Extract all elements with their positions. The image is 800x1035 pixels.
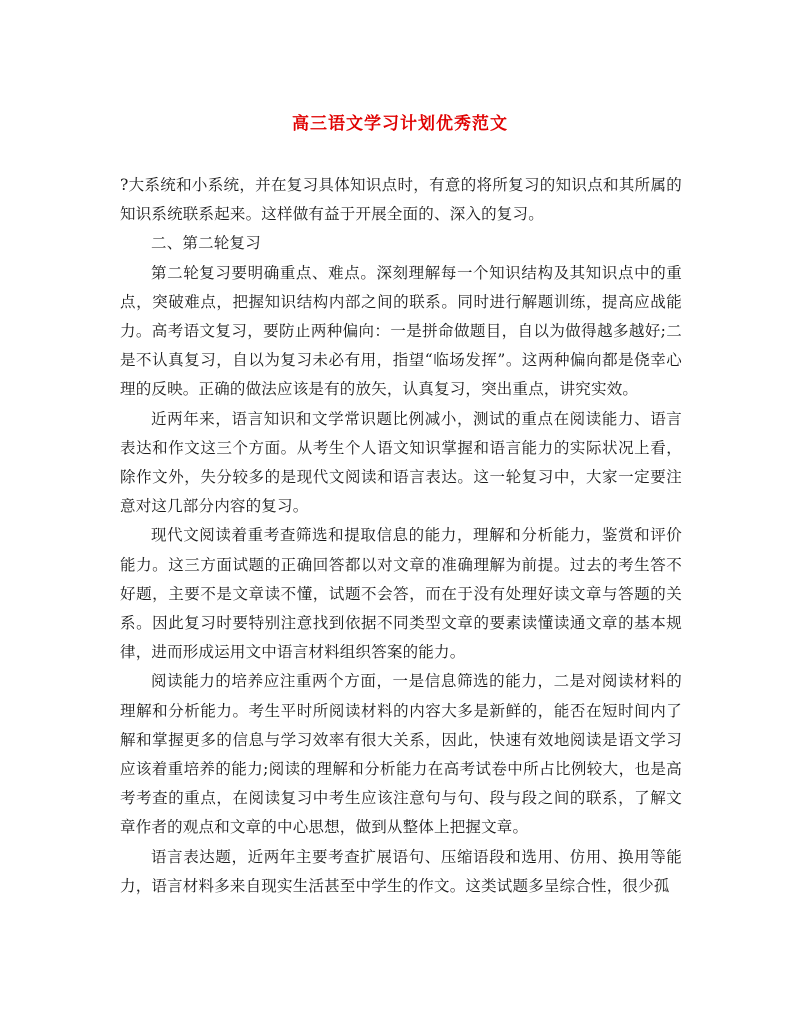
paragraph-recent-years: 近两年来，语言知识和文学常识题比例减小，测试的重点在阅读能力、语言表达和作文这三个方面。从考生个人语文知识掌握和语言能力的实际状况上看，除作文外，失分较多的是现代文阅读和语言表达。这一轮复习中，大家一定要注意对这几部分内容的复习。 [120, 409, 682, 516]
document-title: 高三语文学习计划优秀范文 [292, 114, 508, 134]
paragraph-second-round-focus: 第二轮复习要明确重点、难点。深刻理解每一个知识结构及其知识点中的重点，突破难点，把握知识结构内部之间的联系。同时进行解题训练，提高应战能力。高考语文复习，要防止两种偏向：一是拼命做题目，自以为做得越多越好;二是不认真复习，自以为复习未必有用，指望“临场发挥”。这两种偏向都是侥幸心理的反映。正确的做法应该是有的放矢，认真复习，突出重点，讲究实效。 [120, 263, 682, 399]
section-heading-second-round: 二、第二轮复习 [151, 234, 261, 253]
paragraph-continuation: ?大系统和小系统，并在复习具体知识点时，有意的将所复习的知识点和其所属的知识系统联系起来。这样做有益于开展全面的、深入的复习。 [120, 176, 682, 224]
document-body [120, 171, 682, 901]
paragraph-reading-ability: 阅读能力的培养应注重两个方面，一是信息筛选的能力，二是对阅读材料的理解和分析能力。考生平时所阅读材料的内容大多是新鲜的，能否在短时间内了解和掌握更多的信息与学习效率有很大关系，因此，快速有效地阅读是语文学习应该着重培养的能力;阅读的理解和分析能力在高考试卷中所占比例较大，也是高考考查的重点，在阅读复习中考生应该注意句与句、段与段之间的联系，了解文章作者的观点和文章的中心思想，做到从整体上把握文章。 [120, 672, 682, 837]
paragraph-language-expression: 语言表达题，近两年主要考查扩展语句、压缩语段和选用、仿用、换用等能力，语言材料多来自现实生活甚至中学生的作文。这类试题多呈综合性，很少孤 [120, 847, 682, 895]
paragraph-modern-reading: 现代文阅读着重考查筛选和提取信息的能力，理解和分析能力，鉴赏和评价能力。这三方面试题的正确回答都以对文章的准确理解为前提。过去的考生答不好题，主要不是文章读不懂，试题不会答，而在于没有处理好读文章与答题的关系。因此复习时要特别注意找到依据不同类型文章的要素读懂读通文章的基本规律，进而形成运用文中语言材料组织答案的能力。 [120, 526, 682, 662]
